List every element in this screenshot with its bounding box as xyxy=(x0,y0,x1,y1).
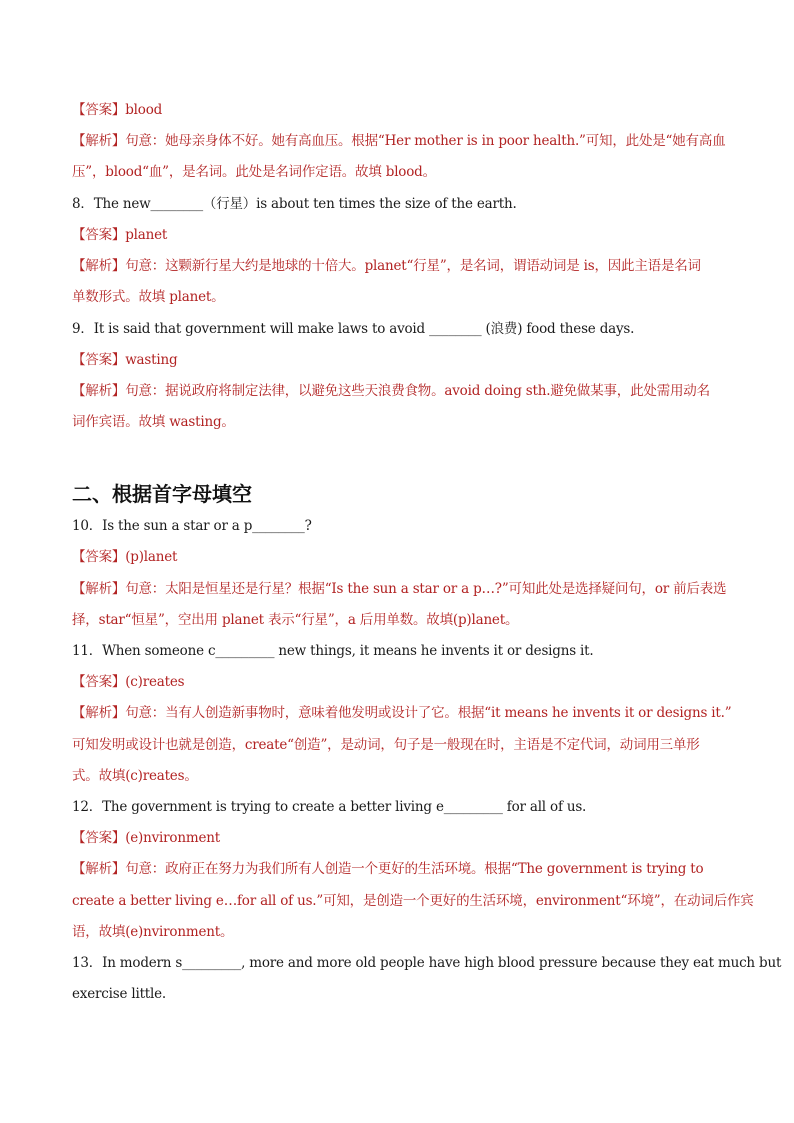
question-line: exercise little. xyxy=(72,986,167,1002)
analysis-line: 语，故填(e)nvironment。 xyxy=(72,924,234,940)
analysis-line: 【解析】句意：这颗新行星大约是地球的十倍大。planet“行星”，是名词，谓语动词是 is，因此主语是名词 xyxy=(72,258,701,274)
analysis-line: create a better living e…for all of us.”可知，是创造一个更好的生活环境，environment“环境”，在动词后作宾 xyxy=(72,893,754,909)
answer-line: 【答案】wasting xyxy=(72,352,178,368)
question-line: 8．The new________（行星）is about ten times the size of the earth. xyxy=(72,196,517,212)
analysis-line: 【解析】句意：太阳是恒星还是行星？根据“Is the sun a star or a p…?”可知此处是选择疑问句，or 前后表选 xyxy=(72,581,727,597)
answer-line: 【答案】blood xyxy=(72,102,163,118)
analysis-line: 压”，blood“血”，是名词。此处是名词作定语。故填 blood。 xyxy=(72,164,436,180)
analysis-line: 可知发明或设计也就是创造，create“创造”，是动词，句子是一般现在时，主语是不定代词，动词用三单形 xyxy=(72,737,700,753)
question-line: 11．When someone c_________ new things, it means he invents it or designs it. xyxy=(72,643,594,659)
question-line: 13．In modern s_________, more and more old people have high blood pressure because they eat much but xyxy=(72,955,782,971)
question-line: 10．Is the sun a star or a p________? xyxy=(72,518,312,534)
analysis-line: 【解析】句意：政府正在努力为我们所有人创造一个更好的生活环境。根据“The government is trying to xyxy=(72,861,704,877)
answer-line: 【答案】(c)reates xyxy=(72,674,185,690)
analysis-line: 择，star“恒星”，空出用 planet 表示“行星”，a 后用单数。故填(p)lanet。 xyxy=(72,612,519,628)
analysis-line: 式。故填(c)reates。 xyxy=(72,768,198,784)
analysis-line: 单数形式。故填 planet。 xyxy=(72,289,225,305)
answer-line: 【答案】(e)nvironment xyxy=(72,830,220,846)
section-heading: 二、根据首字母填空 xyxy=(72,482,252,506)
analysis-line: 词作宾语。故填 wasting。 xyxy=(72,414,235,430)
question-line: 12．The government is trying to create a better living e_________ for all of us. xyxy=(72,799,587,815)
analysis-line: 【解析】句意：她母亲身体不好。她有高血压。根据“Her mother is in poor health.”可知，此处是“她有高血 xyxy=(72,133,726,149)
answer-line: 【答案】planet xyxy=(72,227,168,243)
answer-line: 【答案】(p)lanet xyxy=(72,549,178,565)
question-line: 9．It is said that government will make laws to avoid ________ (浪费) food these days. xyxy=(72,321,635,337)
analysis-line: 【解析】句意：据说政府将制定法律，以避免这些天浪费食物。avoid doing sth.避免做某事，此处需用动名 xyxy=(72,383,710,399)
analysis-line: 【解析】句意：当有人创造新事物时，意味着他发明或设计了它。根据“it means he invents it or designs it.” xyxy=(72,705,732,721)
